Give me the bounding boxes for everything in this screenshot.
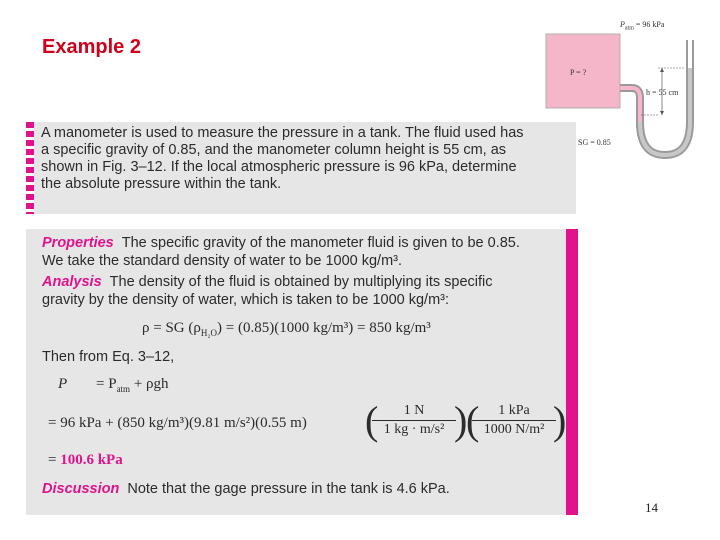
- height-label: h = 55 cm: [646, 88, 679, 97]
- frac1-numerator: 1 N: [372, 403, 456, 421]
- solution-box: [26, 229, 578, 515]
- paren-open-1: (: [365, 398, 379, 443]
- problem-line: shown in Fig. 3–12. If the local atmospheric pressure is 96 kPa, determine: [41, 159, 517, 175]
- patm-label: [620, 20, 664, 32]
- fraction-2: [472, 403, 556, 438]
- eq1-p: P: [58, 376, 68, 392]
- density-eq-sub: H₂O: [200, 328, 217, 338]
- tube-u-inner: [640, 122, 690, 155]
- density-eq-lhs: ρ = SG (ρ: [142, 320, 201, 336]
- analysis-text-1: The density of the fluid is obtained by multiplying its specific: [109, 274, 493, 290]
- page-number: 14: [645, 500, 658, 515]
- discussion-heading: Discussion: [42, 481, 120, 497]
- paren-open-2: (: [466, 398, 480, 443]
- analysis-line-1: [42, 274, 493, 290]
- properties-line-2: We take the standard density of water to be 1000 kg/m³.: [42, 253, 403, 269]
- final-result: 100.6 kPa: [60, 452, 123, 468]
- patm-value: = 96 kPa: [635, 20, 665, 29]
- discussion-text: Note that the gage pressure in the tank is 4.6 kPa.: [127, 481, 450, 497]
- problem-line: A manometer is used to measure the pressure in a tank. The fluid used has: [41, 125, 524, 141]
- problem-text: [41, 125, 571, 193]
- analysis-heading: Analysis: [42, 274, 102, 290]
- eq2-main: = 96 kPa + (850 kg/m³)(9.81 m/s²)(0.55 m): [48, 415, 307, 431]
- paren-close-2: ): [553, 398, 567, 443]
- frac1-denominator: 1 kg · m/s²: [383, 422, 445, 437]
- problem-line: a specific gravity of 0.85, and the manometer column height is 55 cm, as: [41, 142, 507, 158]
- eq3: [48, 452, 123, 469]
- problem-line: the absolute pressure within the tank.: [41, 176, 282, 192]
- analysis-line-2: gravity by the density of water, which is taken to be 1000 kg/m³:: [42, 292, 450, 308]
- solution-side-bar: [566, 229, 578, 515]
- pressure-unknown-label: P = ?: [570, 68, 587, 77]
- eq3-equals: =: [48, 452, 57, 468]
- patm-symbol: P: [620, 20, 625, 29]
- density-eq-rhs: ) = (0.85)(1000 kg/m³) = 850 kg/m³: [217, 320, 431, 336]
- eq1-rhs-sub: atm: [116, 384, 131, 394]
- h-arrowhead-top: [660, 68, 664, 72]
- eq1-rhs-b: + ρgh: [130, 376, 169, 392]
- frac2-numerator: 1 kPa: [472, 403, 556, 421]
- density-equation: [142, 320, 431, 338]
- paren-close-1: ): [454, 398, 468, 443]
- properties-heading: Properties: [42, 235, 114, 251]
- slide-title: Example 2: [42, 36, 141, 58]
- h-arrowhead-bottom: [660, 111, 664, 115]
- eq1-lhs: [58, 376, 67, 393]
- eq1-rhs-a: = P: [96, 376, 117, 392]
- problem-stripe: [26, 122, 34, 214]
- properties-text-1: The specific gravity of the manometer fluid is given to be 0.85.: [121, 235, 520, 251]
- then-line: Then from Eq. 3–12,: [42, 349, 175, 365]
- fraction-1: [372, 403, 456, 438]
- problem-box: [26, 122, 576, 214]
- eq1-rhs: [96, 376, 169, 394]
- discussion-line: [42, 481, 450, 497]
- frac2-denominator: 1000 N/m²: [483, 422, 545, 437]
- properties-line-1: [42, 235, 520, 251]
- patm-subscript: atm: [624, 25, 634, 32]
- sg-label: SG = 0.85: [578, 138, 611, 147]
